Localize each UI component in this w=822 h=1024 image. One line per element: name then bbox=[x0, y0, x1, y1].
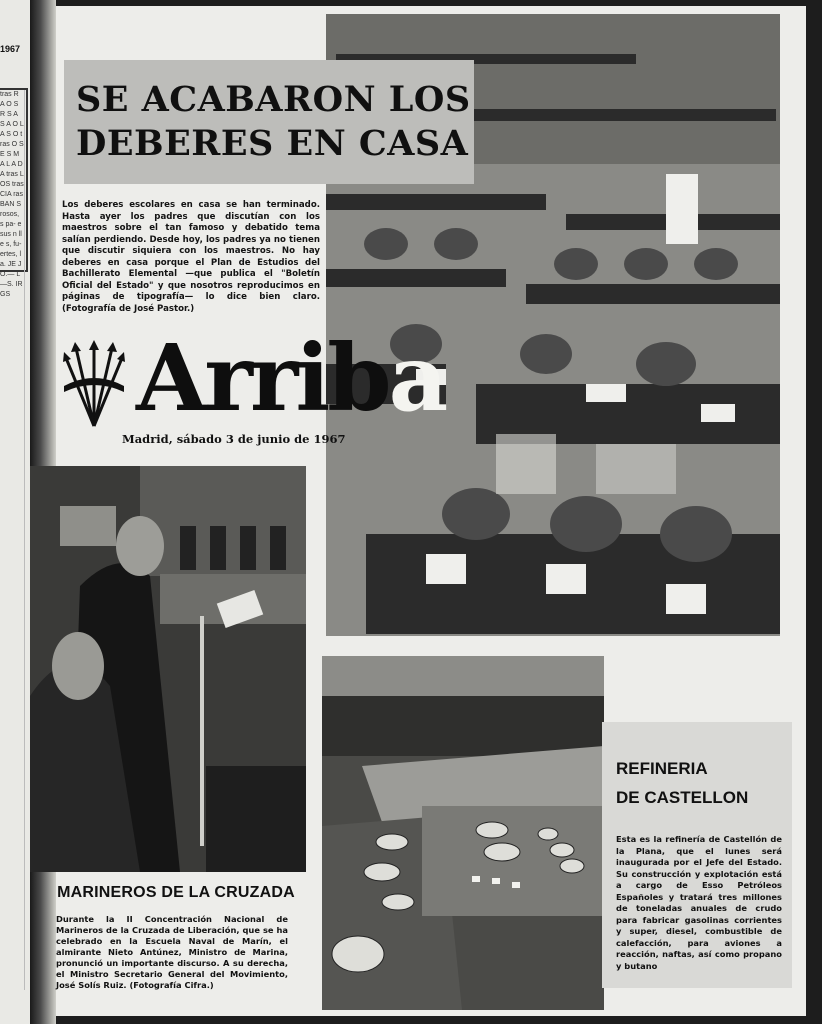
refinery-photo bbox=[322, 656, 604, 1010]
marineros-photo bbox=[30, 466, 306, 872]
masthead-dateline: Madrid, sábado 3 de junio de 1967 bbox=[122, 432, 346, 446]
refineria-title-line1: REFINERIA bbox=[616, 759, 708, 778]
refineria-text: Esta es la refinería de Castellón de la Plana, que el lunes será inaugurada por el Jefe del Estado. Su construcción y explotación está a cargo de Esso Petróleos Españoles y tratará tres millones de toneladas anuales de crudo para fabricar gasolinas corrientes y super, diesel, combustible de calefacción, para aviones a reacción, naftas, así como propano y butano bbox=[616, 834, 782, 971]
masthead-title bbox=[136, 318, 445, 438]
main-story-text: Los deberes escolares en casa se han terminado. Hasta ayer los padres que discutían con los maestros sobre el tan famoso y debatido tema salían perdiendo. Desde hoy, los padres ya no tienen que discutir siquiera con los maestros. No hay deberes en casa porque el Plan de Estudios del Bachillerato Elemental —que publica el "Boletín Oficial del Estado" y que nosotros reproducimos en páginas de tipografía— lo dice bien claro. (Fotografía de José Pastor.) bbox=[62, 200, 320, 314]
refineria-title bbox=[616, 754, 792, 812]
main-headline-box bbox=[64, 60, 474, 184]
previous-page-strip bbox=[0, 0, 30, 1024]
main-headline-line2: DEBERES EN CASA bbox=[76, 123, 469, 164]
previous-page-column: tras R A O S R S A S A O L A S O tras O S E S M A L A D A tras LOS tras CIA ras BAN S rosos, s pa- e sus n lle s, fu- ertes, la. JE JO.— L—S. IRGS bbox=[0, 90, 25, 990]
newspaper-page bbox=[56, 6, 806, 1016]
yoke-arrows-emblem bbox=[62, 340, 126, 430]
marineros-title: MARINEROS DE LA CRUZADA bbox=[57, 884, 295, 901]
previous-page-year: 1967 bbox=[0, 44, 21, 54]
marineros-text: Durante la II Concentración Nacional de Marineros de la Cruzada de Liberación, que se ha celebrado en la Escuela Naval de Marín, el almirante Nieto Antúnez, Ministro de Marina, pronunció un importante discurso. A su derecha, el Ministro Secretario General del Movimiento, José Solís Ruiz. (Fotografía Cifra.) bbox=[56, 914, 288, 990]
masthead-name-main: Arrib bbox=[136, 324, 389, 432]
main-headline bbox=[76, 78, 474, 166]
refineria-box bbox=[602, 722, 792, 988]
masthead-name-tail: a bbox=[388, 324, 446, 432]
refineria-title-line2: DE CASTELLON bbox=[616, 788, 749, 807]
main-headline-line1: SE ACABARON LOS bbox=[76, 79, 471, 120]
